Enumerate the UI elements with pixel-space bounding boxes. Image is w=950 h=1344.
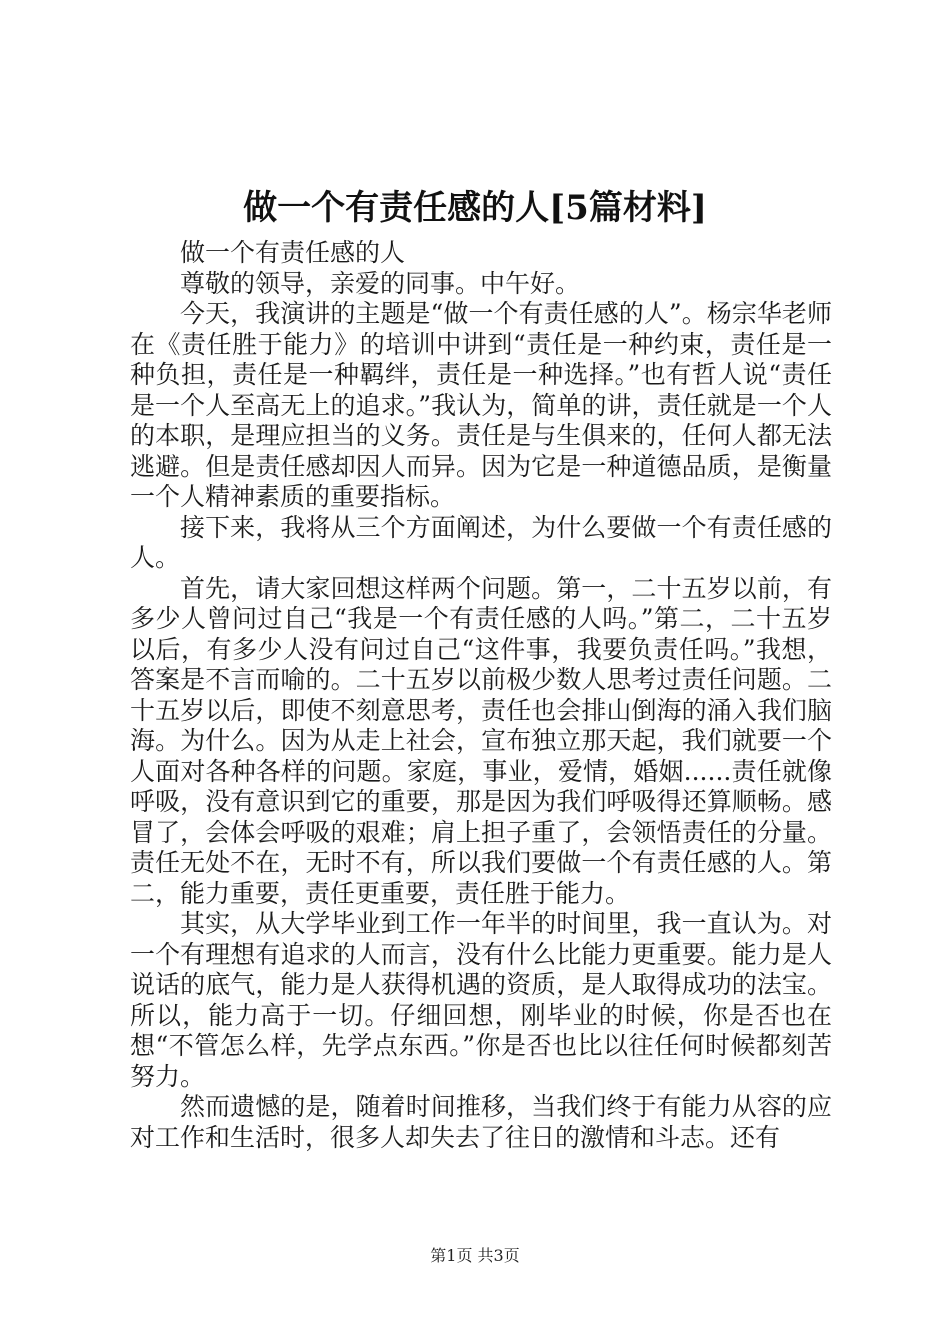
document-body xyxy=(130,238,832,1153)
paragraph: 接下来，我将从三个方面阐述，为什么要做一个有责任感的人。 xyxy=(130,512,832,572)
paragraph: 其实，从大学毕业到工作一年半的时间里，我一直认为。对一个有理想有追求的人而言，没有什么比能力更重要。能力是人说话的底气，能力是人获得机遇的资质，是人取得成功的法宝。所以，能力高于一切。仔细回想，刚毕业的时候，你是否也在想“不管怎么样，先学点东西。”你是否也比以往任何时候都刻苦努力。 xyxy=(130,909,832,1091)
paragraph: 做一个有责任感的人 xyxy=(180,238,406,267)
paragraph: 尊敬的领导，亲爱的同事。中午好。 xyxy=(180,268,581,298)
paragraph: 首先，请大家回想这样两个问题。第一，二十五岁以前，有多少人曾问过自己“我是一个有责任感的人吗。”第二，二十五岁以后，有多少人没有问过自己“这件事，我要负责任吗。”我想，答案是不言而喻的。二十五岁以前极少数人思考过责任问题。二十五岁以后，即使不刻意思考，责任也会排山倒海的涌入我们脑海。为什么。因为从走上社会，宣布独立那天起，我们就要一个人面对各种各样的问题。家庭，事业，爱情，婚姻......责任就像呼吸，没有意识到它的重要，那是因为我们呼吸得还算顺畅。感冒了，会体会呼吸的艰难；肩上担子重了，会领悟责任的分量。责任无处不在，无时不有，所以我们要做一个有责任感的人。第二，能力重要，责任更重要，责任胜于能力。 xyxy=(130,573,832,908)
page-footer: 第1页 共3页 xyxy=(430,1246,520,1265)
paragraph: 今天，我演讲的主题是“做一个有责任感的人”。杨宗华老师在《责任胜于能力》的培训中讲到“责任是一种约束，责任是一种负担，责任是一种羁绊，责任是一种选择。”也有哲人说“责任是一个人至高无上的追求。”我认为，简单的讲，责任就是一个人的本职，是理应担当的义务。责任是与生俱来的，任何人都无法逃避。但是责任感却因人而异。因为它是一种道德品质，是衡量一个人精神素质的重要指标。 xyxy=(130,299,832,511)
document-title: 做一个有责任感的人[5篇材料] xyxy=(243,188,707,228)
paragraph: 然而遗憾的是，随着时间推移，当我们终于有能力从容的应对工作和生活时，很多人却失去了往日的激情和斗志。还有 xyxy=(130,1092,832,1152)
